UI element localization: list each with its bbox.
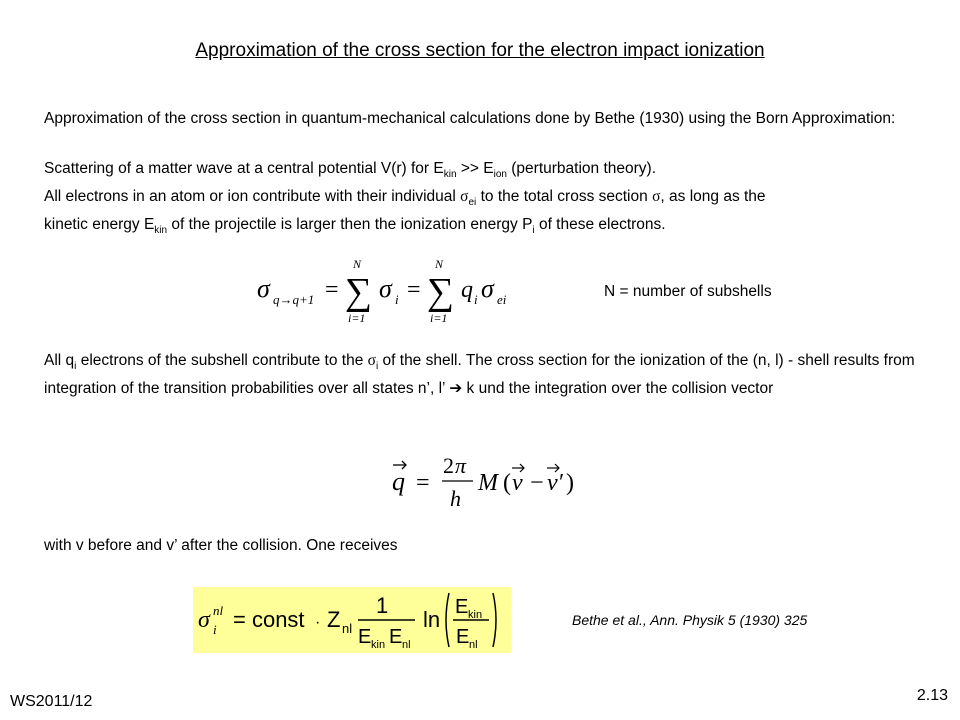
svg-text:E: E (455, 596, 469, 618)
svg-text:E: E (389, 626, 403, 648)
bethe-formula-equation (193, 587, 511, 653)
slide-number: 2.13 (916, 687, 948, 704)
svg-text:v: v (547, 470, 558, 496)
scattering-paragraph: Scattering of a matter wave at a central potential V(r) for $E_{kin} >> E_{ion}$ (perturbation theory). All electrons in an atom or ion contribute with their individual $\sigma_{ei}$ to the total cross section σ, as long as the kinetic energy $E_{kin}$ of the projectile is larger then the ionization energy $P_i$ of these electrons. (44, 160, 766, 237)
svg-text:v: v (512, 470, 523, 496)
svg-text:M: M (478, 470, 498, 496)
svg-text:nl: nl (342, 621, 353, 636)
svg-text:kin: kin (468, 609, 483, 621)
svg-text:): ) (566, 470, 574, 496)
svg-text:1: 1 (376, 593, 389, 618)
svg-text:h: h (450, 486, 461, 511)
svg-text:σ: σ (257, 274, 270, 303)
svg-text:q: q (461, 277, 473, 303)
svg-text:i: i (395, 292, 399, 307)
svg-text:N: N (353, 257, 362, 271)
svg-text:∑: ∑ (345, 271, 373, 313)
svg-text:i=1: i=1 (348, 311, 366, 325)
svg-text:∑: ∑ (427, 271, 455, 313)
svg-text:=: = (407, 277, 421, 303)
bethe-formula-box (193, 587, 511, 653)
cross-section-sum-equation (255, 250, 555, 330)
svg-text:N: N (435, 257, 444, 271)
svg-text:′: ′ (559, 470, 565, 496)
citation: Bethe et al., Ann. Physik 5 (1930) 325 (572, 612, 808, 628)
intro-paragraph: Approximation of the cross section in quantum-mechanical calculations done by Bethe (1930) using the Born Approximation: (44, 110, 896, 127)
svg-text:=: = (325, 277, 339, 303)
svg-text:nl: nl (213, 603, 224, 618)
right-arrow-icon: ➔ (449, 380, 463, 398)
svg-text:kin: kin (371, 639, 386, 651)
svg-text:ei: ei (497, 292, 507, 307)
svg-text:·: · (315, 614, 321, 631)
semester-label: WS2011/12 (10, 693, 93, 710)
svg-text:=: = (416, 470, 430, 496)
subshell-paragraph: All $q_i$ electrons of the subshell contribute to the $\sigma_i$ of the shell. The cross section for the ionization of the (n, l) - shell results from integration of the transition probabilities over all states n’, l’ ➔ k und the integration over the collision vector (44, 352, 915, 398)
svg-text:q: q (392, 467, 405, 496)
svg-text:π: π (455, 453, 467, 478)
svg-text:ln: ln (423, 607, 441, 632)
svg-text:i: i (213, 622, 217, 637)
svg-text:Z: Z (327, 607, 341, 632)
receives-paragraph: with v before and v’ after the collision. One receives (44, 537, 398, 554)
subshells-note: N = number of subshells (604, 283, 772, 300)
slide-title: Approximation of the cross section for the electron impact ionization (195, 40, 765, 61)
svg-text:−: − (530, 470, 544, 496)
svg-text:(: ( (503, 470, 511, 496)
svg-text:E: E (456, 626, 470, 648)
svg-text:nl: nl (402, 639, 411, 651)
svg-text:2: 2 (443, 453, 454, 478)
svg-text:i: i (474, 292, 478, 307)
svg-text:E: E (358, 626, 372, 648)
svg-text:i=1: i=1 (430, 311, 448, 325)
svg-text:σ: σ (379, 274, 392, 303)
svg-text:q→q+1: q→q+1 (273, 292, 315, 307)
svg-text:σ: σ (198, 607, 210, 633)
collision-vector-equation (390, 448, 580, 518)
svg-text:σ: σ (481, 274, 494, 303)
svg-text:nl: nl (469, 639, 478, 651)
svg-text:= const: = const (233, 607, 305, 632)
